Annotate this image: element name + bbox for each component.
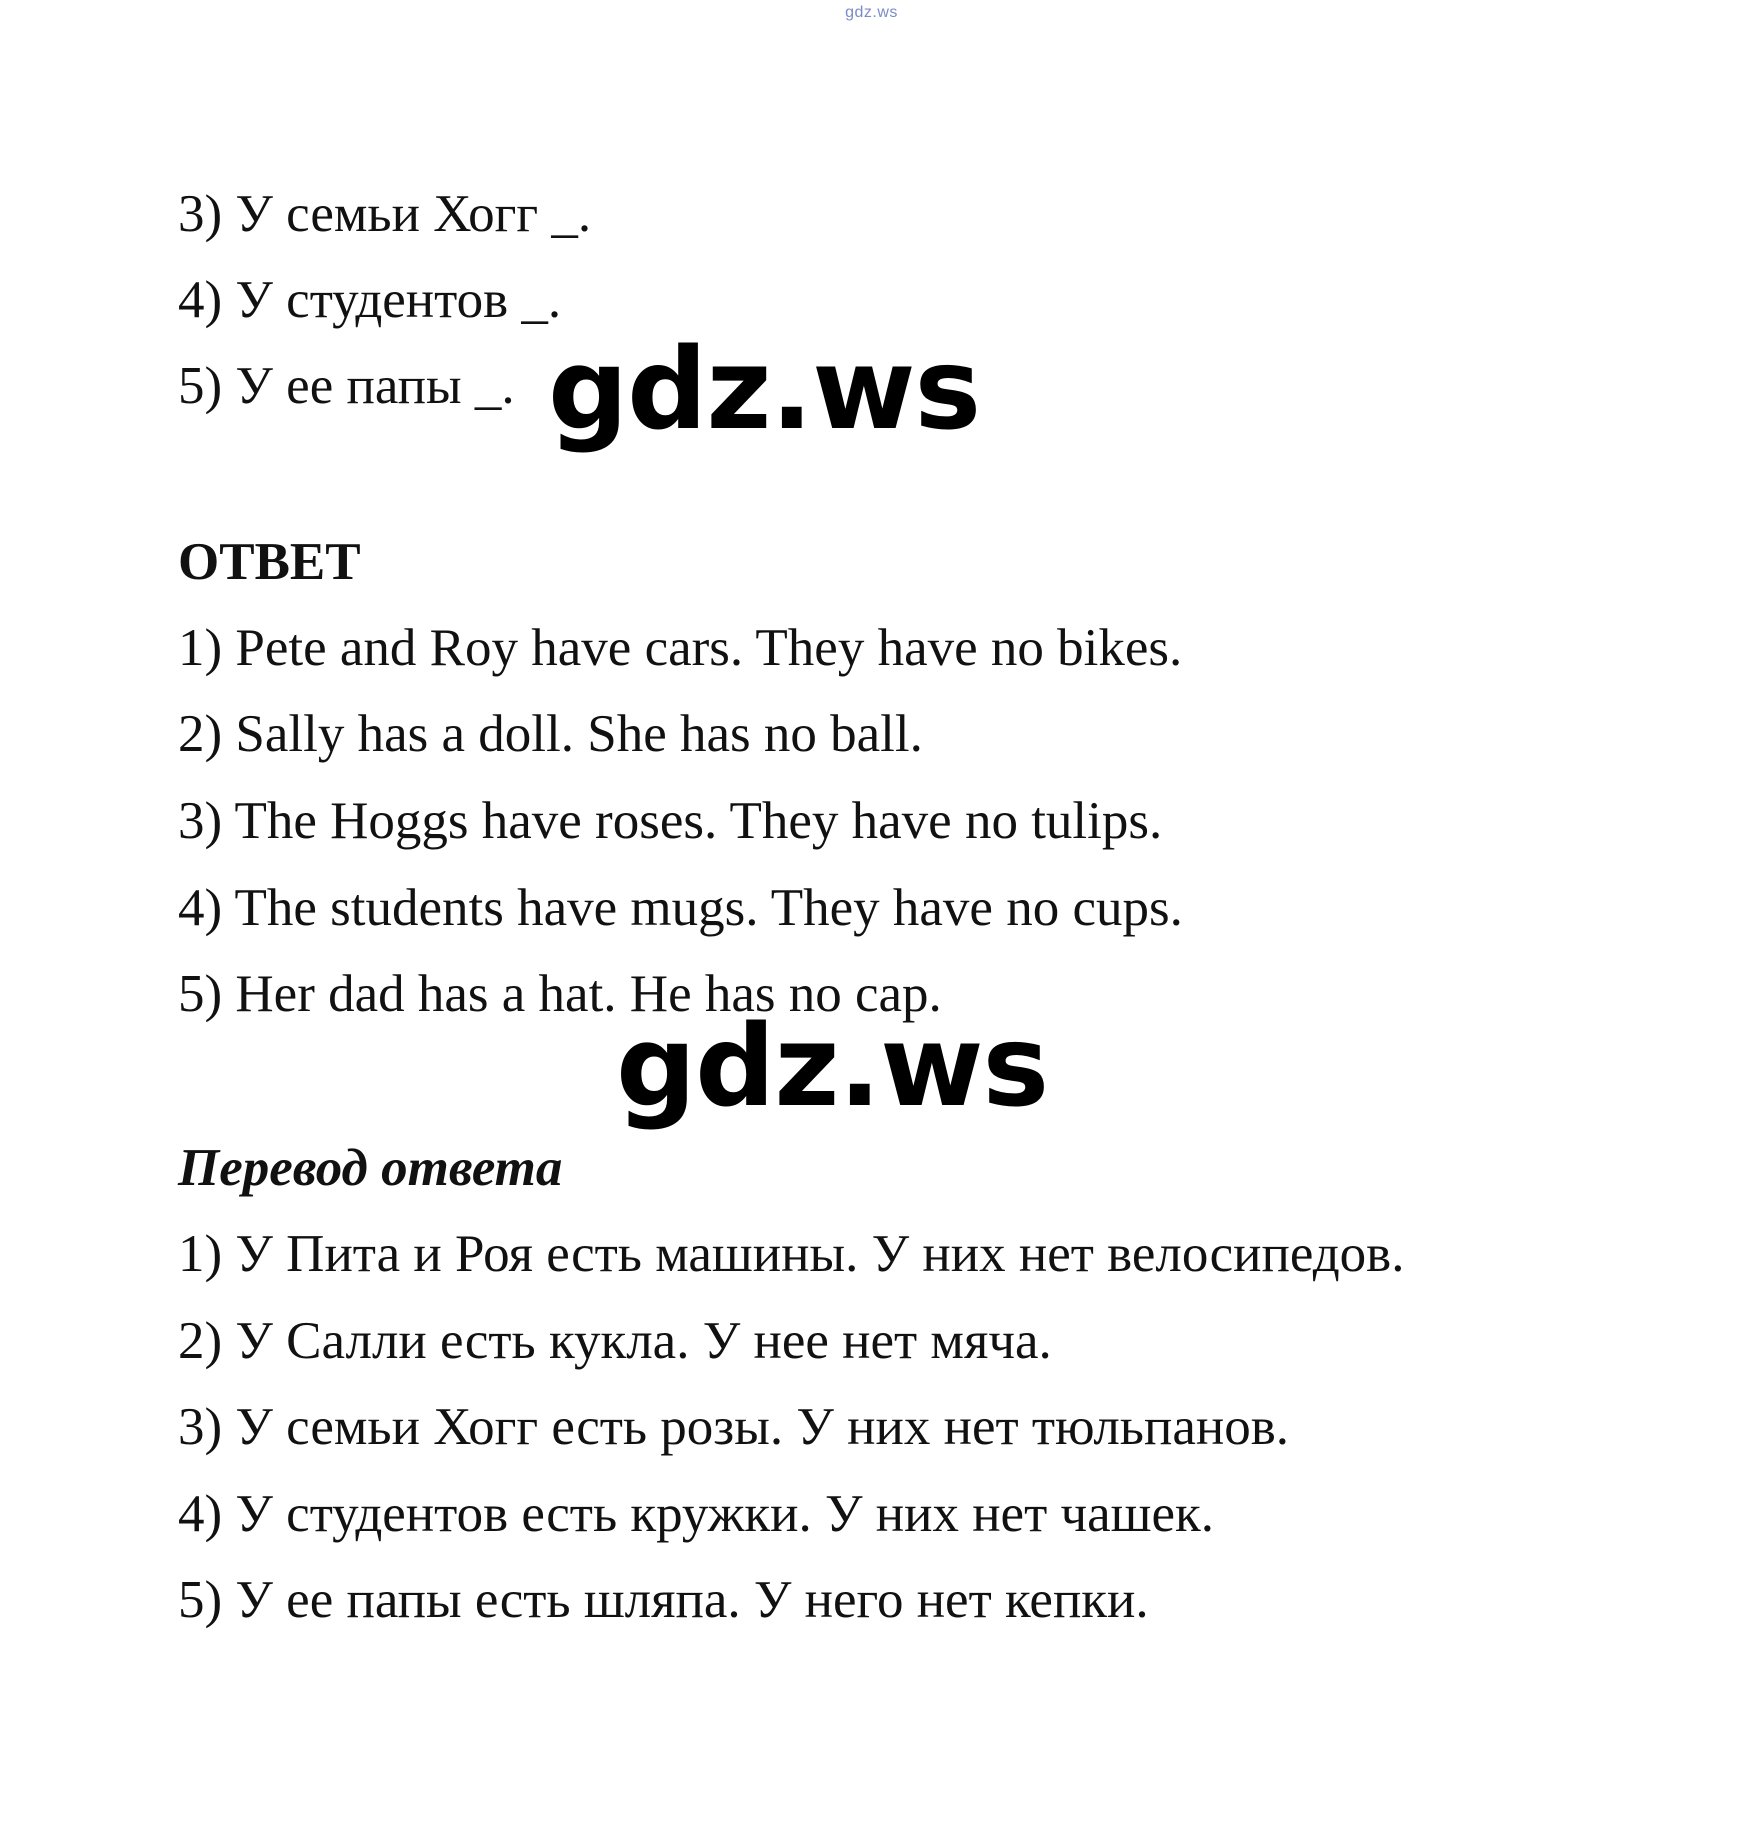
top-watermark: gdz.ws (845, 4, 898, 21)
answer-heading: ОТВЕТ (178, 533, 361, 591)
task-line-3: 3) У семьи Хогг _. (178, 185, 592, 243)
translation-line-4: 4) У студентов есть кружки. У них нет чашек. (178, 1485, 1215, 1543)
translation-line-3: 3) У семьи Хогг есть розы. У них нет тюльпанов. (178, 1398, 1289, 1456)
watermark-gdz-1: gdz.ws (548, 325, 981, 455)
translation-heading: Перевод ответа (178, 1139, 563, 1197)
task-line-4: 4) У студентов _. (178, 271, 562, 329)
translation-line-5: 5) У ее папы есть шляпа. У него нет кепки. (178, 1571, 1149, 1629)
watermark-gdz-2: gdz.ws (616, 1002, 1049, 1132)
answer-line-4: 4) The students have mugs. They have no cups. (178, 879, 1183, 937)
answer-line-2: 2) Sally has a doll. She has no ball. (178, 705, 923, 763)
translation-line-2: 2) У Салли есть кукла. У нее нет мяча. (178, 1312, 1052, 1370)
answer-line-3: 3) The Hoggs have roses. They have no tulips. (178, 792, 1163, 850)
answer-line-1: 1) Pete and Roy have cars. They have no bikes. (178, 619, 1183, 677)
answer-line-5: 5) Her dad has a hat. He has no cap. (178, 965, 942, 1023)
task-line-5: 5) У ее папы _. (178, 357, 515, 415)
translation-line-1: 1) У Пита и Роя есть машины. У них нет велосипедов. (178, 1225, 1405, 1283)
